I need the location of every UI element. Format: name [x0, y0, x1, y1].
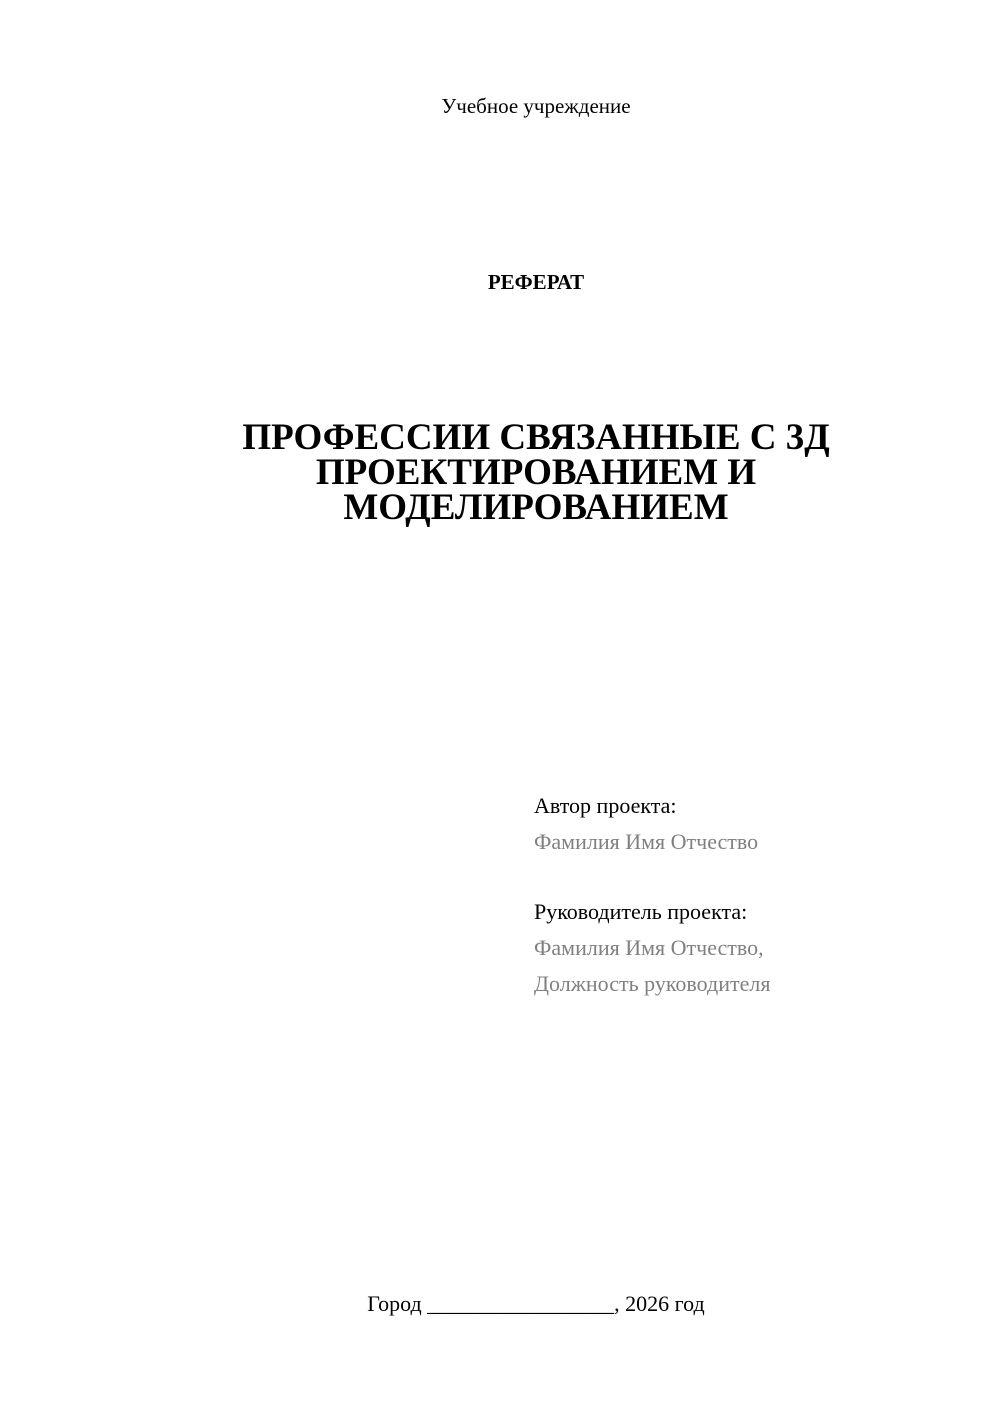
year-text: , 2026 год [614, 1291, 705, 1316]
project-people-block [534, 788, 974, 1002]
author-label: Автор проекта: [534, 793, 677, 818]
supervisor-label: Руководитель проекта: [534, 899, 748, 924]
document-title [186, 417, 886, 528]
title-line-2: ПРОЕКТИРОВАНИЕМ И [315, 452, 757, 493]
title-line-1: ПРОФЕССИИ СВЯЗАННЫЕ С 3Д [242, 417, 830, 458]
city-label: Город [367, 1291, 422, 1316]
supervisor-name: Фамилия Имя Отчество, [534, 935, 764, 960]
document-type: РЕФЕРАТ [487, 270, 585, 294]
title-line-3: МОДЕЛИРОВАНИЕМ [343, 487, 729, 528]
institution-name: Учебное учреждение [441, 94, 631, 118]
city-year-line [0, 1289, 1000, 1319]
city-blank: _________________ [427, 1291, 615, 1316]
author-name: Фамилия Имя Отчество [534, 829, 759, 854]
supervisor-position: Должность руководителя [534, 971, 771, 996]
